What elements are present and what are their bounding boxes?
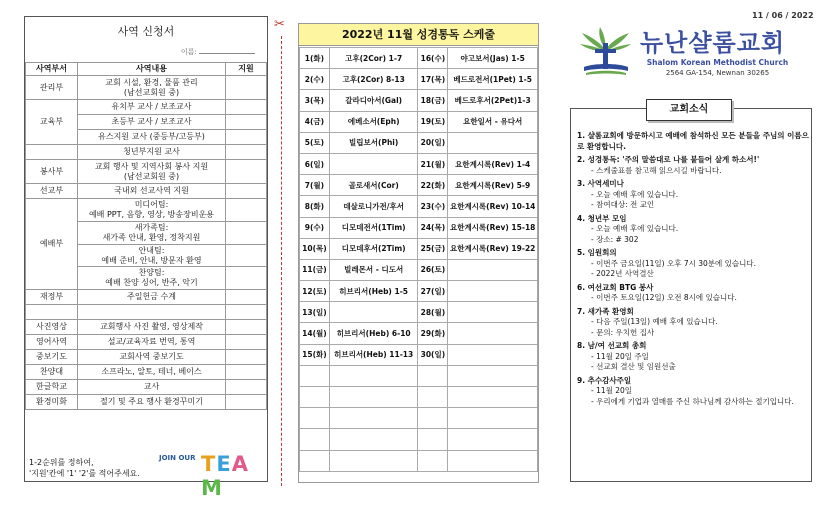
schedule-row [300,387,538,408]
schedule-date: 18(금) [418,90,448,111]
ministry-row [26,395,267,410]
schedule-date: 20(일) [418,132,448,153]
schedule-reading: 고후(2Cor) 1-7 [329,48,418,69]
cut-line [281,36,282,486]
ministry-duty: 찬양팀: 예배 찬양 싱어, 반주, 악기 [78,267,226,290]
scissors-icon: ✂ [274,17,285,32]
schedule-date: 13(일) [300,302,330,323]
footer-line-2: '지원'칸에 '1' '2'를 적어주세요. [29,469,140,478]
schedule-row [300,238,538,259]
schedule-date: 3(목) [300,90,330,111]
news-item [577,341,809,373]
schedule-date: 12(토) [300,281,330,302]
ministry-duty: 초등부 교사 / 보조교사 [78,115,226,130]
schedule-reading: 요한계시록(Rev) 5-9 [448,175,538,196]
ministry-dept: 교육부 [26,100,78,145]
schedule-date: 11(금) [300,259,330,280]
schedule-date: 7(월) [300,175,330,196]
news-title: 교회소식 [646,99,732,121]
schedule-reading [329,302,418,323]
schedule-date [418,365,448,386]
ministry-application-form [24,16,268,500]
news-item [577,214,809,246]
ministry-dept: 봉사부 [26,160,78,184]
schedule-row [300,344,538,365]
ministry-row [26,305,267,320]
news-item-detail: - 이번주 금요일(11일) 오후 7시 30분에 있습니다. [591,258,757,268]
schedule-row [300,281,538,302]
team-letter: M [201,476,223,500]
news-item [577,248,809,280]
ministry-duty: 교회 행사 및 지역사회 봉사 지원 (남선교회원 중) [78,160,226,184]
ministry-dept: 중보기도 [26,350,78,365]
news-item-detail: - 장소: # 302 [591,234,639,244]
schedule-reading: 히브리서(Heb) 1-5 [329,281,418,302]
ministry-duty: 미디어팀: 예배 PPT, 음향, 영상, 방송장비운용 [78,199,226,222]
news-item-detail: - 다음 주일(13일) 예배 후에 있습니다. [591,317,718,326]
apply-cell[interactable] [226,305,267,320]
ministry-row [26,350,267,365]
ministry-duty: 유스지원 교사 (중등부/고등부) [78,130,226,145]
ministry-dept: 영어사역 [26,335,78,350]
schedule-date: 4(금) [300,111,330,132]
schedule-row [300,429,538,450]
apply-cell[interactable] [226,380,267,395]
ministry-dept [26,145,78,160]
ministry-duty: 청년부지원 교사 [78,145,226,160]
ministry-duty: 소프라노, 알토, 테너, 베이스 [78,365,226,380]
schedule-reading [448,302,538,323]
apply-cell[interactable] [226,222,267,245]
church-address: 2564 GA-154, Newnan 30265 [665,69,770,77]
schedule-row [300,48,538,69]
name-label: 이름: [180,48,197,56]
schedule-reading: 히브리서(Heb) 6-10 [329,323,418,344]
schedule-date: 29(화) [418,323,448,344]
schedule-reading [448,450,538,471]
schedule-row [300,217,538,238]
schedule-date: 9(수) [300,217,330,238]
schedule-date: 10(목) [300,238,330,259]
schedule-date: 24(목) [418,217,448,238]
schedule-date: 21(월) [418,153,448,174]
news-item-detail: - 11월 20일 [591,386,633,395]
schedule-reading: 빌립보서(Phi) [329,132,418,153]
ministry-dept: 예배부 [26,199,78,290]
ministry-dept: 찬양대 [26,365,78,380]
schedule-date [300,387,330,408]
news-item-title: 2. 성경통독: '주의 말씀대로 나를 붙들어 살게 하소서!' [577,155,760,164]
schedule-row [300,153,538,174]
news-item-detail: - 2022년 사역결산 [591,269,654,278]
name-field[interactable] [181,47,255,57]
schedule-date: 1(화) [300,48,330,69]
ministry-duty: 교회행사 사진 촬영, 영상제작 [78,320,226,335]
schedule-reading: 갈라디아서(Gal) [329,90,418,111]
table-header-row [26,63,267,76]
schedule-date [300,429,330,450]
header-dept: 사역부서 [26,63,78,76]
schedule-table [299,47,538,472]
ministry-duty: 유치부 교사 / 보조교사 [78,100,226,115]
church-logo-icon [578,27,633,77]
schedule-reading: 고후(2Cor) 8-13 [329,69,418,90]
schedule-reading: 요한계시록(Rev) 1-4 [448,153,538,174]
ministry-row [26,76,267,100]
name-underline [199,48,255,54]
schedule-reading [448,408,538,429]
ministry-duty: 절기 및 주요 행사 환경꾸미기 [78,395,226,410]
schedule-reading [448,323,538,344]
schedule-row [300,132,538,153]
schedule-row [300,408,538,429]
news-item-title: 7. 새가족 환영회 [577,306,634,316]
schedule-row [300,450,538,471]
ministry-row [26,320,267,335]
news-item-title: 5. 임원회의 [577,248,617,257]
team-letter: T [201,452,217,476]
schedule-reading: 골로새서(Cor) [329,175,418,196]
schedule-reading [329,365,418,386]
news-item-detail: - 오늘 예배 후에 있습니다. [591,189,679,199]
news-item-title: 1. 샬롬교회에 방문하시고 예배에 참석하신 모든 분들을 주님의 이름으로 환영합니다. [577,131,809,151]
news-item-detail: - 스케줄표를 참고해 읽으시길 바랍니다. [591,165,722,175]
schedule-date: 8(화) [300,196,330,217]
apply-cell[interactable] [226,199,267,222]
church-name-english: Shalom Korean Methodist Church [646,58,789,67]
schedule-date [418,429,448,450]
schedule-reading [448,132,538,153]
schedule-reading [448,387,538,408]
bulletin-date: 11 / 06 / 2022 [752,11,814,20]
header-apply: 지원 [226,63,267,76]
ministry-duty [78,305,226,320]
schedule-date: 26(토) [418,259,448,280]
team-letter: E [216,452,232,476]
schedule-date: 6(일) [300,153,330,174]
news-item-title: 8. 남/여 선교회 총회 [577,341,647,350]
ministry-duty: 교회 시설, 환경, 물품 관리 (남선교회원 중) [78,76,226,100]
schedule-reading: 디모데전서(1Tim) [329,217,418,238]
schedule-row [300,196,538,217]
ministry-row [26,160,267,184]
team-logo-text [201,452,267,500]
schedule-row [300,323,538,344]
schedule-reading [329,387,418,408]
schedule-reading: 데살로니가전/후서 [329,196,418,217]
schedule-date [418,408,448,429]
ministry-dept: 재정부 [26,290,78,305]
ministry-row [26,380,267,395]
news-item-detail: - 선교회 결산 및 임원선출 [591,362,676,371]
ministry-dept: 선교부 [26,184,78,199]
join-our-text: JOIN OUR [159,454,196,462]
ministry-duty: 새가족팀: 새가족 안내, 환영, 정착지원 [78,222,226,245]
apply-cell[interactable] [226,267,267,290]
schedule-reading: 요한계시록(Rev) 19-22 [448,238,538,259]
form-title: 사역 신청서 [117,25,175,38]
ministry-duty: 교회사역 중보기도 [78,350,226,365]
ministry-row [26,335,267,350]
news-item-detail: - 11월 20일 주일 [591,351,649,361]
schedule-title: 2022년 11월 성경통독 스케줄 [299,24,538,46]
apply-cell[interactable] [226,100,267,115]
news-item-title: 9. 추수감사주일 [577,375,632,385]
schedule-reading: 야고보서(Jas) 1-5 [448,48,538,69]
apply-cell[interactable] [226,335,267,350]
schedule-reading [448,344,538,365]
schedule-reading [329,429,418,450]
news-item [577,155,809,176]
schedule-date [418,450,448,471]
schedule-date: 25(금) [418,238,448,259]
news-item [577,179,809,211]
schedule-row [300,175,538,196]
schedule-date: 19(토) [418,111,448,132]
schedule-date: 2(수) [300,69,330,90]
schedule-row [300,365,538,386]
church-name-korean: 뉴난샬롬교회 [640,29,786,57]
ministry-duty: 주일헌금 수계 [78,290,226,305]
news-item-detail: - 이번주 토요일(12일) 오전 8시에 있습니다. [591,293,737,302]
news-item [577,376,809,408]
schedule-row [300,69,538,90]
footer-line-1: 1-2순위를 정하여, [29,458,94,467]
ministry-row [26,184,267,199]
schedule-reading [329,408,418,429]
church-news-panel [570,104,812,482]
schedule-reading [448,259,538,280]
news-item [577,131,809,152]
news-item [577,307,809,339]
ministry-duty: 교사 [78,380,226,395]
apply-cell[interactable] [226,76,267,100]
news-item-detail: - 우리에게 기업과 열매를 주신 하나님께 감사하는 절기입니다. [591,396,794,406]
schedule-reading [448,429,538,450]
apply-cell[interactable] [226,145,267,160]
apply-cell[interactable] [226,290,267,305]
schedule-date: 30(일) [418,344,448,365]
schedule-date [300,408,330,429]
schedule-reading: 요한계시록(Rev) 15-18 [448,217,538,238]
schedule-date: 28(월) [418,302,448,323]
footer-note [29,457,140,479]
news-item-detail: - 참여대상: 전 교인 [591,200,655,209]
schedule-reading: 요한계시록(Rev) 10-14 [448,196,538,217]
schedule-date [300,365,330,386]
ministry-dept: 사진영상 [26,320,78,335]
ministry-duty: 안내팀: 예배 준비, 안내, 방문자 환영 [78,245,226,267]
apply-cell[interactable] [226,320,267,335]
schedule-reading [448,281,538,302]
schedule-reading: 요한일서 - 유다서 [448,111,538,132]
ministry-dept: 관리부 [26,76,78,100]
apply-cell[interactable] [226,130,267,145]
ministry-row [26,199,267,222]
apply-cell[interactable] [226,160,267,184]
schedule-date: 16(수) [418,48,448,69]
header-duty: 사역내용 [78,63,226,76]
schedule-reading: 베드로전서(1Pet) 1-5 [448,69,538,90]
ministry-dept: 환경미화 [26,395,78,410]
schedule-reading: 빌레몬서 - 디도서 [329,259,418,280]
schedule-row [300,111,538,132]
ministry-row [26,100,267,115]
schedule-date: 5(토) [300,132,330,153]
apply-cell[interactable] [226,184,267,199]
ministry-dept: 한글학교 [26,380,78,395]
ministry-row [26,365,267,380]
schedule-date: 22(화) [418,175,448,196]
ministry-duty: 국내외 선교사역 지원 [78,184,226,199]
apply-cell[interactable] [226,350,267,365]
schedule-row [300,259,538,280]
schedule-reading [329,450,418,471]
news-item-title: 4. 청년부 모임 [577,213,627,223]
schedule-date: 14(월) [300,323,330,344]
ministry-dept [26,305,78,320]
schedule-reading [448,365,538,386]
schedule-reading: 디모데후서(2Tim) [329,238,418,259]
schedule-date [300,450,330,471]
apply-cell[interactable] [226,365,267,380]
schedule-reading: 히브리서(Heb) 11-13 [329,344,418,365]
bible-reading-schedule [298,23,539,483]
schedule-date [418,387,448,408]
ministry-row [26,290,267,305]
news-item-detail: - 오늘 예배 후에 있습니다. [591,224,679,233]
news-item-title: 6. 여선교회 BTG 봉사 [577,282,654,292]
news-list [577,131,809,410]
news-item-detail: - 문의: 우치헌 집사 [591,327,655,337]
schedule-reading: 에베소서(Eph) [329,111,418,132]
schedule-date: 27(일) [418,281,448,302]
ministry-table [25,62,267,410]
schedule-date: 23(수) [418,196,448,217]
schedule-date: 15(화) [300,344,330,365]
schedule-reading: 베드로후서(2Pet)1-3 [448,90,538,111]
apply-cell[interactable] [226,395,267,410]
apply-cell[interactable] [226,115,267,130]
schedule-row [300,302,538,323]
news-item [577,283,809,304]
team-letter: A [231,452,249,476]
ministry-row [26,145,267,160]
news-item-title: 3. 사역세미나 [577,179,624,188]
apply-cell[interactable] [226,245,267,267]
schedule-row [300,90,538,111]
schedule-reading [329,153,418,174]
schedule-date: 17(목) [418,69,448,90]
ministry-duty: 설교/교육자료 번역, 통역 [78,335,226,350]
